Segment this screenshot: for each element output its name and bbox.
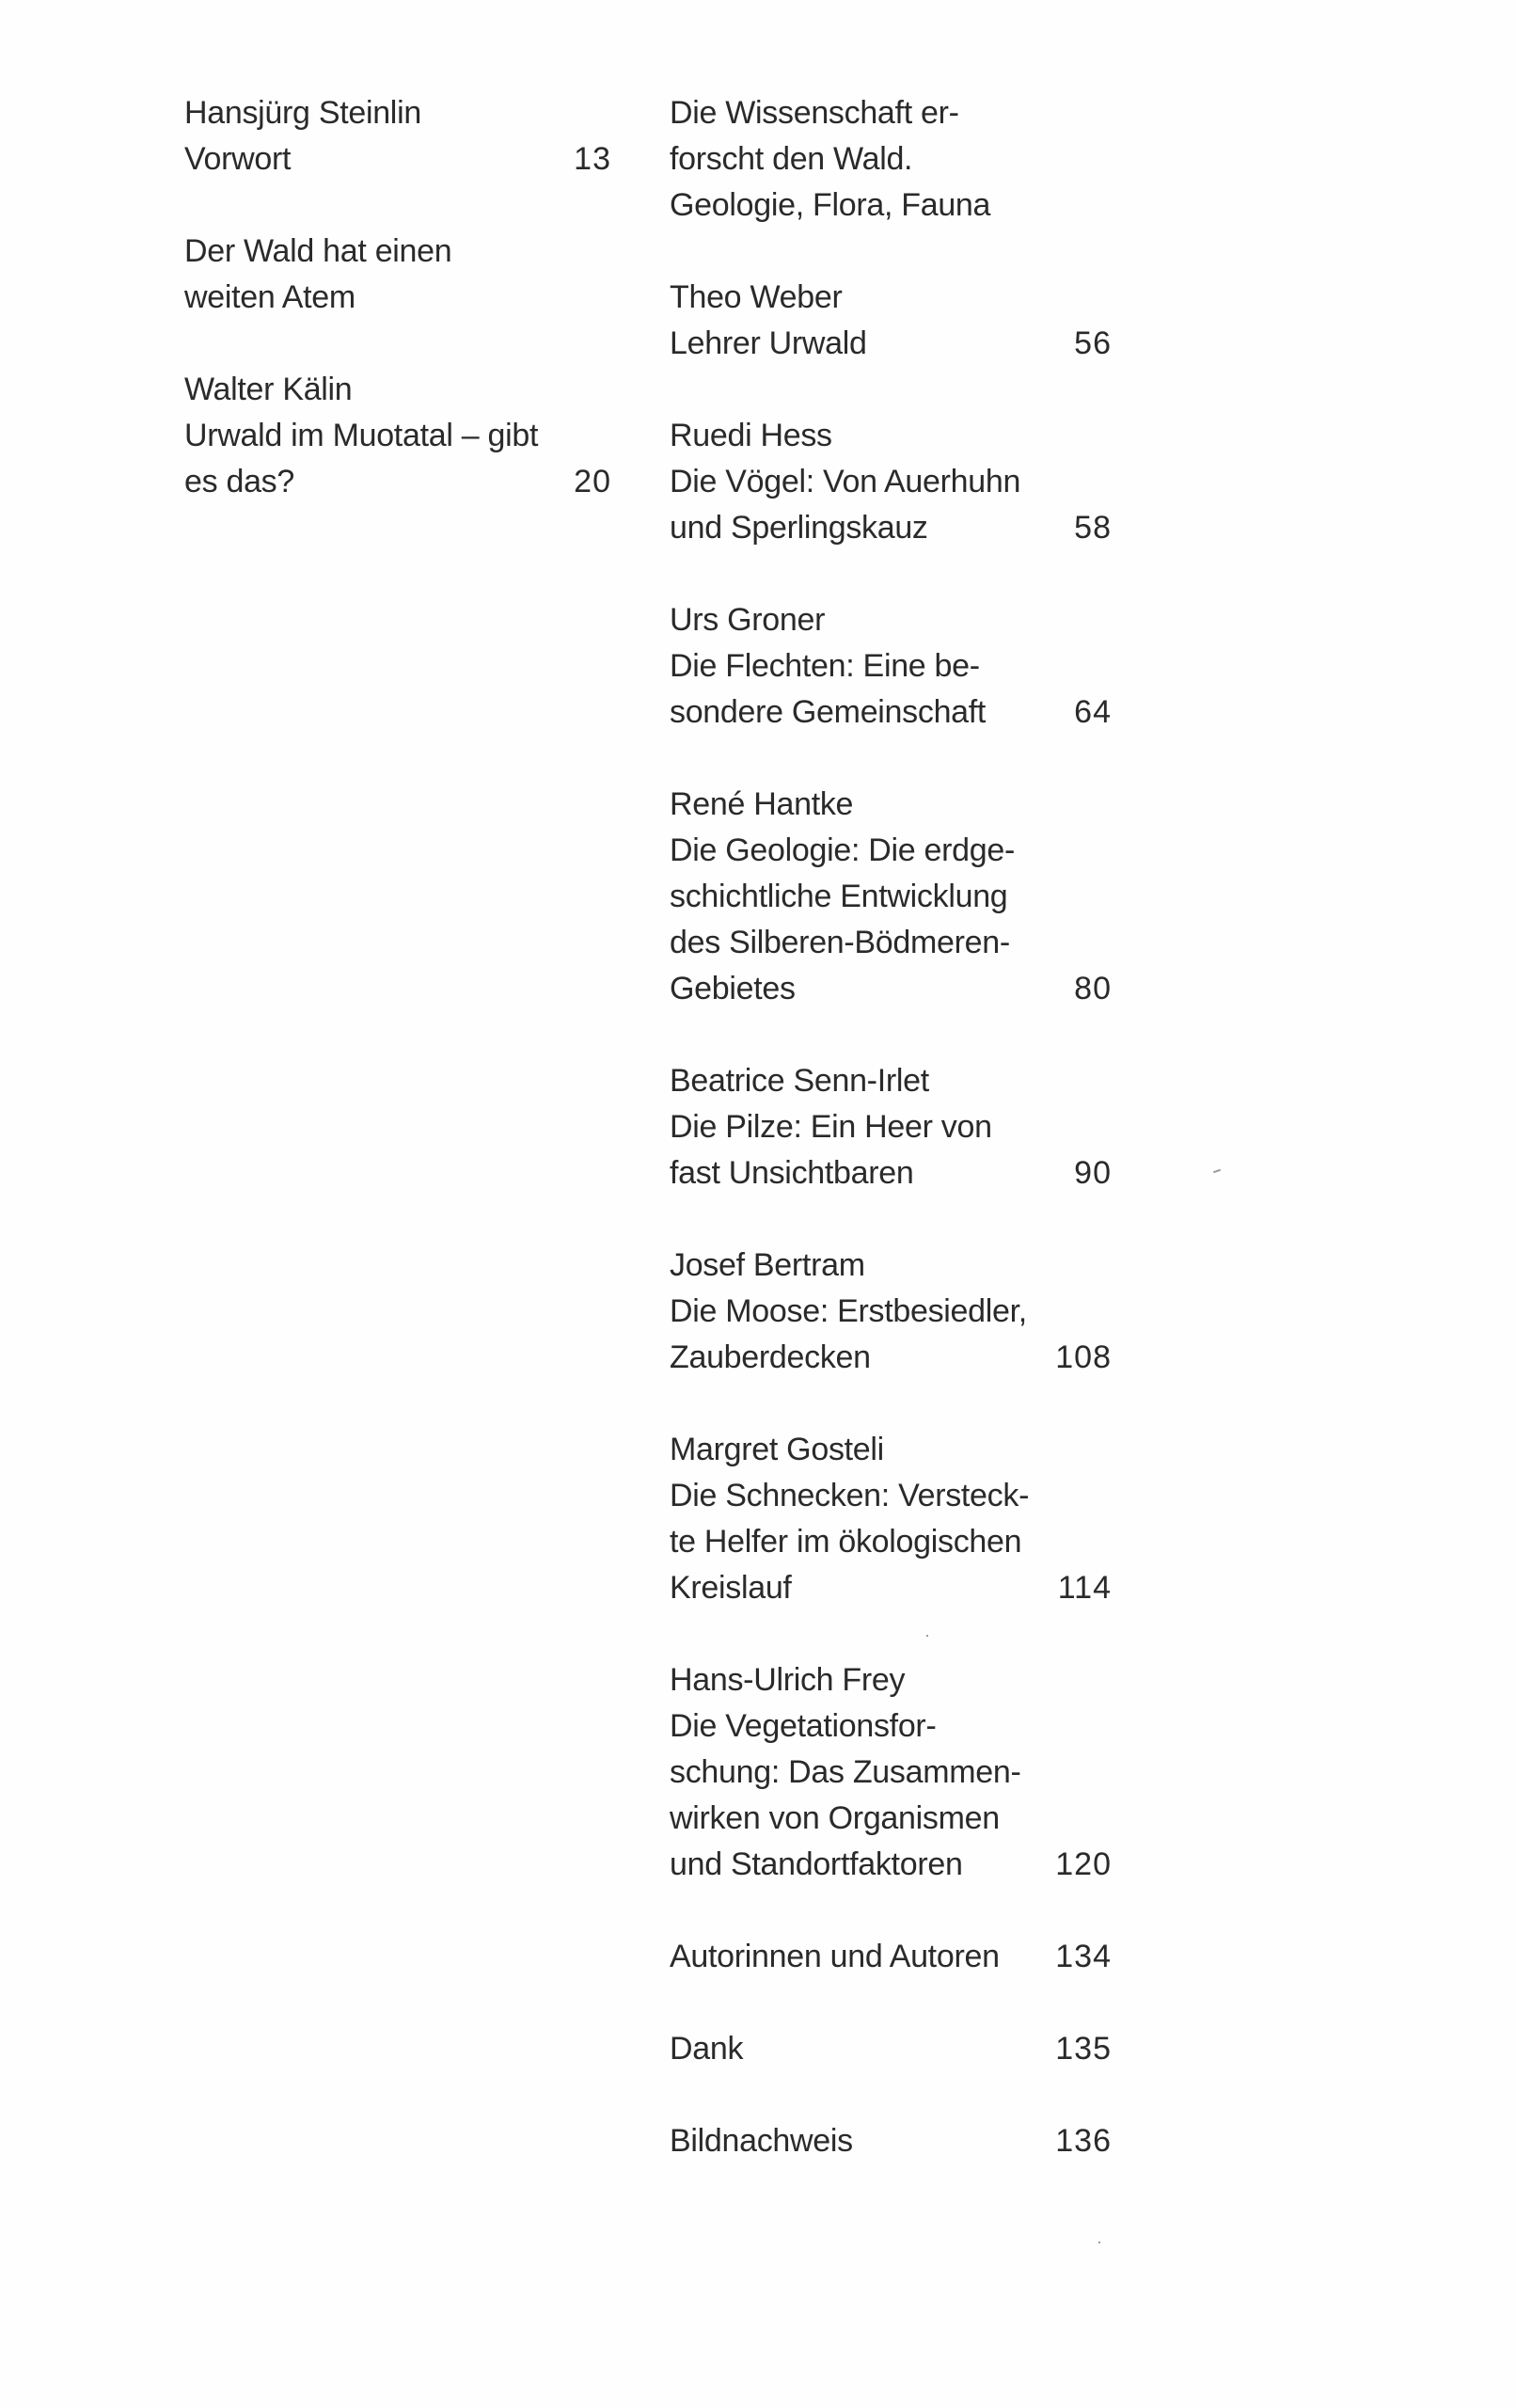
toc-left-column <box>184 90 617 551</box>
toc-entry-line: Beatrice Senn-Irlet <box>670 1063 929 1099</box>
toc-entry-line: Lehrer Urwald <box>670 325 867 361</box>
toc-entry-line: Autorinnen und Autoren <box>670 1939 1000 1974</box>
toc-entry-line: Theo Weber <box>670 279 843 315</box>
toc-page-number: 136 <box>1055 2123 1112 2159</box>
toc-entry-line: te Helfer im ökologischen <box>670 1524 1022 1560</box>
toc-entry-line: forscht den Wald. <box>670 141 913 177</box>
toc-entry-line: Kreislauf <box>670 1570 792 1606</box>
toc-entry-line: Bildnachweis <box>670 2123 853 2159</box>
toc-entry <box>670 1657 1112 1888</box>
toc-entry <box>670 1934 1112 1980</box>
toc-entry <box>670 1427 1112 1611</box>
toc-page-number: 90 <box>1074 1155 1112 1191</box>
toc-entry-line: Hansjürg Steinlin <box>184 95 421 131</box>
toc-entry-line: Gebietes <box>670 971 796 1006</box>
toc-page-number: 114 <box>1057 1570 1112 1606</box>
toc-entry-line: und Sperlingskauz <box>670 510 928 546</box>
toc-entry-line: Urwald im Muotatal – gibt <box>184 418 539 453</box>
toc-entry-line: wirken von Organismen <box>670 1800 1000 1836</box>
toc-entry-line: Die Flechten: Eine be- <box>670 648 980 684</box>
toc-entry-line: Die Vögel: Von Auerhuhn <box>670 464 1021 499</box>
toc-entry-line: schichtliche Entwicklung <box>670 879 1008 914</box>
toc-entry <box>670 782 1112 1012</box>
toc-page-number: 58 <box>1074 510 1112 546</box>
toc-entry-line: Hans-Ulrich Frey <box>670 1662 906 1698</box>
toc-entry-line: sondere Gemeinschaft <box>670 694 987 730</box>
toc-entry <box>670 90 1112 229</box>
toc-entry-line: Die Wissenschaft er- <box>670 95 959 131</box>
toc-entry <box>670 1243 1112 1381</box>
toc-entry-line: Ruedi Hess <box>670 418 832 453</box>
scan-speck <box>1213 1169 1221 1174</box>
toc-entry-line: René Hantke <box>670 786 854 822</box>
toc-entry <box>670 597 1112 736</box>
scan-speck <box>926 1635 928 1637</box>
toc-entry-line: Zauberdecken <box>670 1339 871 1375</box>
toc-entry <box>670 413 1112 551</box>
toc-entry <box>670 2026 1112 2072</box>
toc-entry <box>670 275 1112 367</box>
toc-entry-line: Die Schnecken: Versteck- <box>670 1478 1030 1513</box>
toc-page-number: 64 <box>1074 694 1112 730</box>
toc-page-number: 134 <box>1055 1939 1112 1974</box>
toc-page-number: 120 <box>1055 1846 1112 1882</box>
toc-page-number: 13 <box>574 141 611 177</box>
toc-entry-line: fast Unsichtbaren <box>670 1155 914 1191</box>
toc-right-column <box>670 90 1112 2210</box>
toc-page-number: 80 <box>1074 971 1112 1006</box>
scan-speck <box>1098 2242 1100 2243</box>
toc-entry-line: weiten Atem <box>184 279 355 315</box>
toc-page-number: 108 <box>1055 1339 1112 1375</box>
toc-entry-line: des Silberen-Bödmeren- <box>670 925 1010 960</box>
toc-entry <box>670 1058 1112 1196</box>
toc-entry-line: und Standortfaktoren <box>670 1846 963 1882</box>
toc-entry-line: Geologie, Flora, Fauna <box>670 187 991 223</box>
toc-entry-line: Die Vegetationsfor- <box>670 1708 937 1744</box>
toc-entry <box>184 367 617 505</box>
toc-entry-line: Die Pilze: Ein Heer von <box>670 1109 992 1145</box>
toc-entry-line: Vorwort <box>184 141 292 177</box>
toc-entry-line: Der Wald hat einen <box>184 233 452 269</box>
toc-entry-line: Dank <box>670 2031 744 2067</box>
toc-page-number: 20 <box>574 464 611 499</box>
toc-page-number: 135 <box>1055 2031 1112 2067</box>
toc-entry-line: Walter Kälin <box>184 372 353 407</box>
toc-entry-line: schung: Das Zusammen- <box>670 1754 1021 1790</box>
toc-entry-line: Die Moose: Erstbesiedler, <box>670 1293 1027 1329</box>
toc-entry-line: Die Geologie: Die erdge- <box>670 832 1015 868</box>
toc-entry-line: es das? <box>184 464 294 499</box>
toc-entry-line: Urs Groner <box>670 602 826 638</box>
toc-entry <box>670 2118 1112 2164</box>
toc-entry <box>184 90 617 182</box>
toc-page-number: 56 <box>1074 325 1112 361</box>
toc-entry <box>184 229 617 321</box>
toc-entry-line: Josef Bertram <box>670 1247 865 1283</box>
toc-entry-line: Margret Gosteli <box>670 1432 884 1467</box>
